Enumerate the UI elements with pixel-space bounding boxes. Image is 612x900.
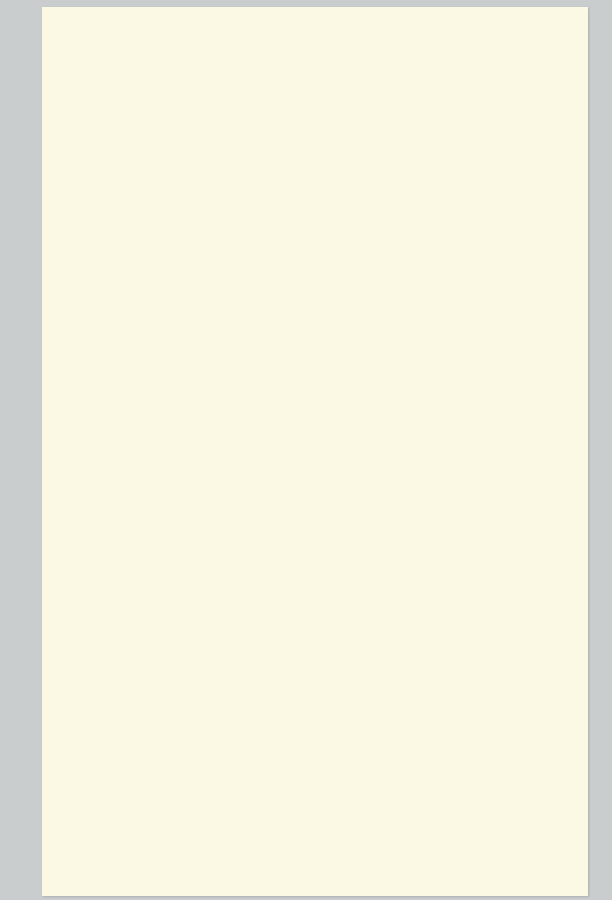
book-page xyxy=(42,7,588,896)
